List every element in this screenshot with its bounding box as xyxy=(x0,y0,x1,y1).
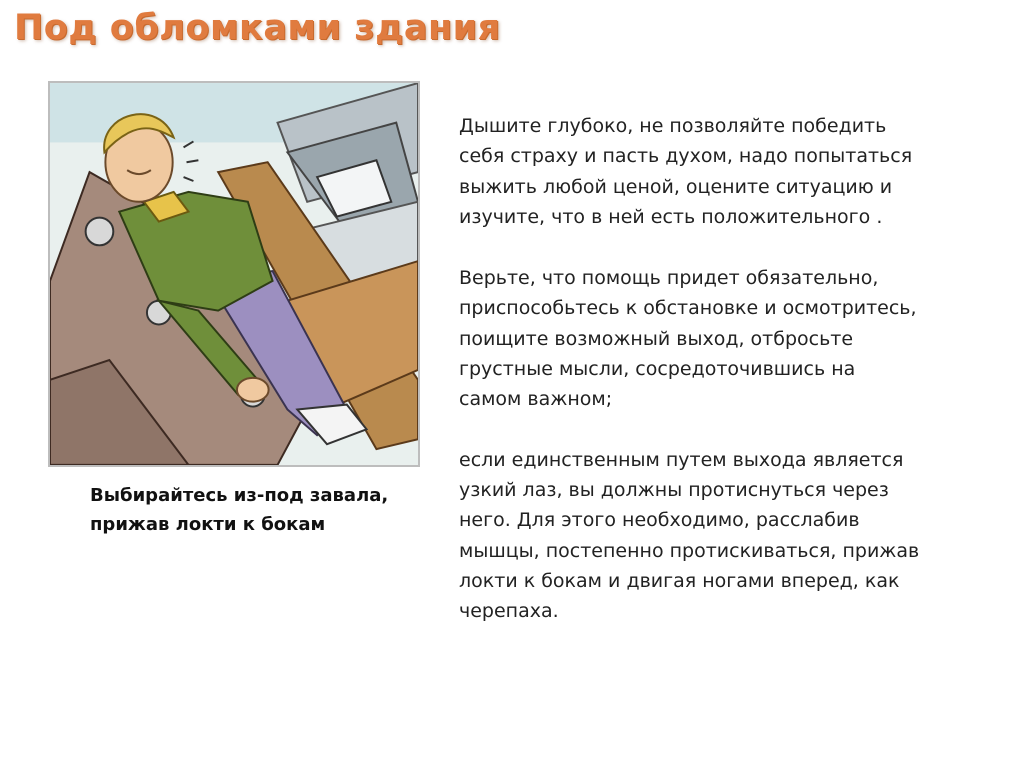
paragraph-narrow-passage: если единственным путем выхода является узкий лаз, вы должны протиснуться через него. Для этого необходимо, расслабив мышцы, постепенно протискиваться, прижав локти к бокам и двигая ногами вперед, как черепаха. xyxy=(459,448,920,623)
illustration-caption: Выбирайтесь из-под завала, прижав локти к бокам xyxy=(90,485,389,535)
slab-bolt-1 xyxy=(86,218,114,246)
paragraph-believe: Верьте, что помощь придет обязательно, приспособьтесь к обстановке и осмотритесь, поищите возможный выход, отбросьте грустные мысли, сосредоточившись на самом важном; xyxy=(459,267,917,411)
person-hand xyxy=(237,378,269,402)
paragraph-breathe: Дышите глубоко, не позволяйте победить себя страху и пасть духом, надо попытаться выжить любой ценой, оцените ситуацию и изучите, что в ней есть положительного . xyxy=(459,115,913,228)
illustration xyxy=(48,81,420,467)
slide-title: Под обломками здания xyxy=(14,8,501,48)
instructions-text xyxy=(459,111,999,626)
illustration-svg xyxy=(50,83,418,465)
